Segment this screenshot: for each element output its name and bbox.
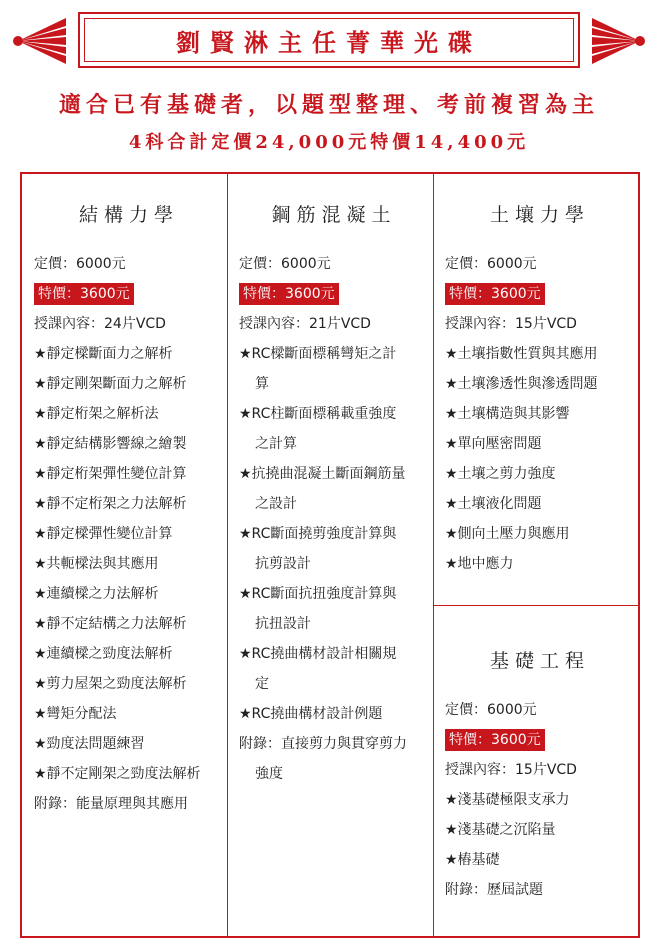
topic-item: ★地中應力 bbox=[445, 556, 514, 572]
topic-item: ★土壤滲透性與滲透問題 bbox=[445, 376, 598, 392]
topic-item: ★土壤指數性質與其應用 bbox=[445, 346, 598, 362]
course-info-line: 之計算 bbox=[255, 436, 297, 452]
topic-item: ★靜不定桁架之力法解析 bbox=[34, 496, 187, 512]
course-lines bbox=[445, 755, 635, 905]
topic-item: ★靜定結構影響線之繪製 bbox=[34, 436, 187, 452]
topic-item: ★靜不定剛架之勁度法解析 bbox=[34, 766, 201, 782]
topic-item: ★靜定桁架彈性變位計算 bbox=[34, 466, 187, 482]
course-price: 定價：6000元 bbox=[445, 256, 537, 272]
course-column bbox=[34, 200, 224, 819]
title-inner-frame bbox=[84, 18, 574, 62]
course-info-line: 授課內容：15片VCD bbox=[445, 762, 577, 778]
special-price-badge: 特價：3600元 bbox=[239, 283, 339, 305]
course-column bbox=[239, 200, 429, 789]
course-title: 結構力學 bbox=[78, 204, 179, 226]
course-lines bbox=[34, 309, 224, 819]
special-price-badge: 特價：3600元 bbox=[445, 729, 545, 751]
course-price: 定價：6000元 bbox=[34, 256, 126, 272]
topic-item: ★靜定桁架之解析法 bbox=[34, 406, 159, 422]
topic-item: ★土壤液化問題 bbox=[445, 496, 542, 512]
topic-item: ★單向壓密問題 bbox=[445, 436, 542, 452]
column-divider bbox=[227, 174, 228, 936]
title-frame bbox=[78, 12, 580, 68]
course-info-line: 抗扭設計 bbox=[255, 616, 311, 632]
fan-ornament-left bbox=[10, 12, 68, 70]
course-price: 定價：6000元 bbox=[445, 702, 537, 718]
course-info-line: 強度 bbox=[255, 766, 283, 782]
topic-item: ★土壤之剪力強度 bbox=[445, 466, 556, 482]
topic-item: ★RC撓曲構材設計相關規 bbox=[239, 646, 397, 662]
course-info-line: 附錄：能量原理與其應用 bbox=[34, 796, 188, 812]
course-info-line: 定 bbox=[255, 676, 269, 692]
topic-item: ★淺基礎之沉陷量 bbox=[445, 822, 556, 838]
course-info-line: 授課內容：21片VCD bbox=[239, 316, 371, 332]
topic-item: ★連續樑之力法解析 bbox=[34, 586, 159, 602]
topic-item: ★勁度法問題練習 bbox=[34, 736, 145, 752]
topic-item: ★淺基礎極限支承力 bbox=[445, 792, 570, 808]
topic-item: ★土壤構造與其影響 bbox=[445, 406, 570, 422]
course-info-line: 附錄：直接剪力與貫穿剪力 bbox=[239, 736, 407, 752]
course-column bbox=[445, 646, 635, 905]
course-info-line: 附錄：歷屆試題 bbox=[445, 882, 543, 898]
topic-item: ★RC樑斷面標稱彎矩之計 bbox=[239, 346, 397, 362]
course-price: 定價：6000元 bbox=[239, 256, 331, 272]
course-table bbox=[20, 172, 640, 938]
special-price-badge: 特價：3600元 bbox=[34, 283, 134, 305]
topic-item: ★RC撓曲構材設計例題 bbox=[239, 706, 383, 722]
topic-item: ★彎矩分配法 bbox=[34, 706, 117, 722]
course-column bbox=[445, 200, 635, 579]
course-info-line: 授課內容：15片VCD bbox=[445, 316, 577, 332]
topic-item: ★連續樑之勁度法解析 bbox=[34, 646, 173, 662]
course-title: 基礎工程 bbox=[489, 650, 590, 672]
topic-item: ★共軛樑法與其應用 bbox=[34, 556, 159, 572]
course-lines bbox=[445, 309, 635, 579]
course-title: 土壤力學 bbox=[489, 204, 590, 226]
bundle-price-line: 4科合計定價24,000元特價14,400元 bbox=[128, 132, 530, 153]
topic-item: ★RC斷面抗扭強度計算與 bbox=[239, 586, 397, 602]
special-price-badge: 特價：3600元 bbox=[445, 283, 545, 305]
column-divider bbox=[433, 174, 434, 936]
row-divider bbox=[433, 605, 638, 606]
course-info-line: 抗剪設計 bbox=[255, 556, 311, 572]
topic-item: ★靜定剛架斷面力之解析 bbox=[34, 376, 187, 392]
course-info-line: 之設計 bbox=[255, 496, 297, 512]
course-lines bbox=[239, 309, 429, 789]
topic-item: ★RC斷面撓剪強度計算與 bbox=[239, 526, 397, 542]
topic-item: ★側向土壓力與應用 bbox=[445, 526, 570, 542]
page-subtitle: 適合已有基礎者，以題型整理、考前複習為主 bbox=[58, 92, 599, 118]
topic-item: ★RC柱斷面標稱載重強度 bbox=[239, 406, 397, 422]
topic-item: ★靜不定結構之力法解析 bbox=[34, 616, 187, 632]
course-info-line: 授課內容：24片VCD bbox=[34, 316, 166, 332]
course-title: 鋼筋混凝土 bbox=[271, 204, 397, 226]
topic-item: ★樁基礎 bbox=[445, 852, 500, 868]
topic-item: ★靜定樑斷面力之解析 bbox=[34, 346, 173, 362]
course-info-line: 算 bbox=[255, 376, 269, 392]
topic-item: ★靜定樑彈性變位計算 bbox=[34, 526, 173, 542]
topic-item: ★剪力屋架之勁度法解析 bbox=[34, 676, 187, 692]
fan-ornament-right bbox=[590, 12, 648, 70]
page-title: 劉賢淋主任菁華光碟 bbox=[176, 27, 482, 57]
topic-item: ★抗撓曲混凝土斷面鋼筋量 bbox=[239, 466, 406, 482]
